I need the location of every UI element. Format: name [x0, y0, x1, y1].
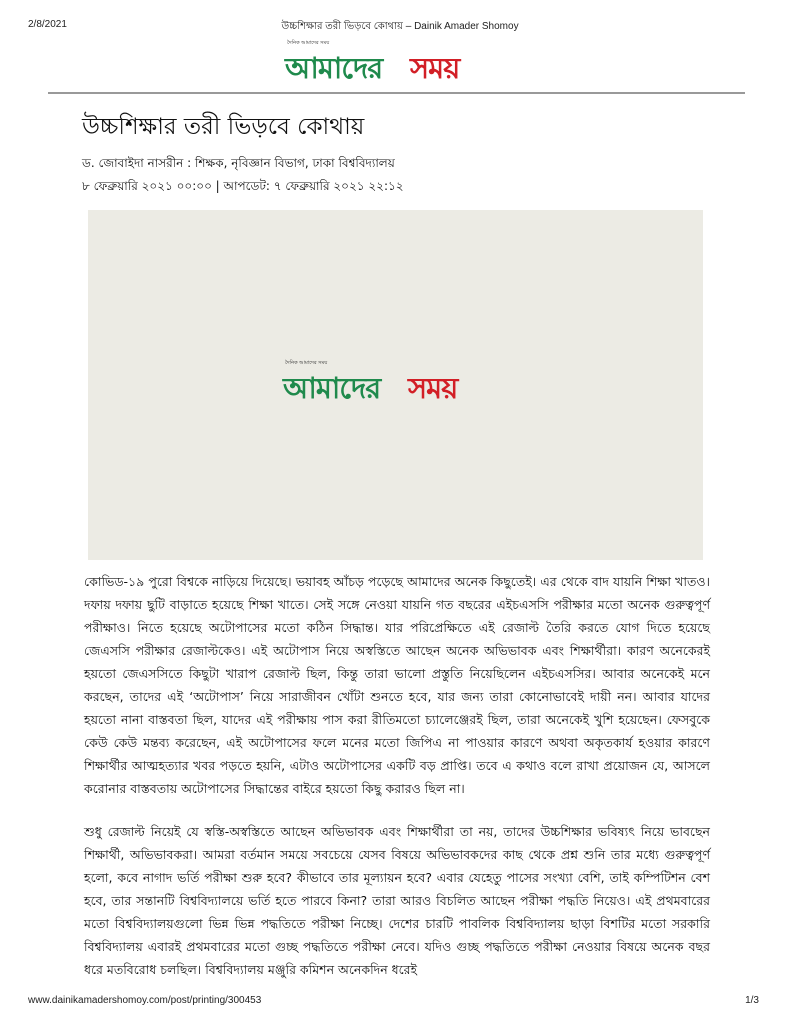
logo-part-green: আমাদের — [283, 371, 381, 405]
logo-tagline: দৈনিক আমাদের সময় — [287, 40, 330, 46]
article-dateline: ৮ ফেব্রুয়ারি ২০২১ ০০:০০ | আপডেট: ৭ ফেব্রুয়ারি ২০২১ ২২:১২ — [82, 179, 404, 193]
logo-tagline: দৈনিক আমাদের সময় — [285, 360, 328, 366]
print-url: www.dainikamadershomoy.com/post/printing/300453 — [28, 995, 262, 1006]
page-number: 1/3 — [745, 995, 759, 1006]
site-logo[interactable] — [285, 40, 510, 84]
article-title: উচ্চশিক্ষার তরী ভিড়বে কোথায় — [82, 114, 365, 140]
print-date: 2/8/2021 — [28, 19, 67, 30]
article-paragraph: শুধু রেজাল্ট নিয়েই যে স্বস্তি-অস্বস্তিতে আছেন অভিভাবক এবং শিক্ষার্থীরা তা নয়, তাদের উচ্চশিক্ষার ভবিষ্যৎ নিয়ে ভাবছেন শিক্ষার্থী, অভিভাবকরা। আমরা বর্তমান সময়ে সবচেয়ে যেসব বিষয়ে অভিভাবকদের কাছ থেকে প্রশ্ন শুনি তার মধ্যে গুরুত্বপূর্ণ হলো, কবে নাগাদ ভর্তি পরীক্ষা শুরু হবে? কীভাবে তার মূল্যায়ন হবে? এবার যেহেতু পাসের সংখ্যা বেশি, তাই কম্পিটিশন বেশ হবে, তার সন্তানটি বিশ্ববিদ্যালয়ে ভর্তি হতে পারবে কিনা? তারা আরও বিচলিত আছেন পরীক্ষা পদ্ধতি নিয়েও। এই প্রথমবারের মতো বিশ্ববিদ্যালয়গুলো ভিন্ন ভিন্ন পদ্ধতিতে পরীক্ষা নিচ্ছে। দেশের চারটি পাবলিক বিশ্ববিদ্যালয় ছাড়া বিশটির মতো সরকারি বিশ্ববিদ্যালয় এবারই প্রথমবারের মতো গুচ্ছ পদ্ধতিতে পরীক্ষা নেবে। যদিও গুচ্ছ পদ্ধতিতে পরীক্ষা নেওয়ার বিষয়ে অনেক বছর ধরে মতবিরোধ চলছিল। বিশ্ববিদ্যালয় মঞ্জুরি কমিশন অনেকদিন ধরেই — [84, 824, 710, 977]
print-page-title: উচ্চশিক্ষার তরী ভিড়বে কোথায় – Dainik Amader Shomoy — [281, 21, 519, 32]
article-paragraph: কোভিড-১৯ পুরো বিশ্বকে নাড়িয়ে দিয়েছে। ভয়াবহ আঁচড় পড়েছে আমাদের অনেক কিছুতেই। এর থেকে বাদ যায়নি শিক্ষা খাতও। দফায় দফায় ছুটি বাড়াতে হয়েছে শিক্ষা খাতে। সেই সঙ্গে নেওয়া যায়নি গত বছরের এইচএসসি পরীক্ষার মতো অনেক গুরুত্বপূর্ণ পরীক্ষাও। নিতে হয়েছে অটোপাসের মতো কঠিন সিদ্ধান্ত। যার পরিপ্রেক্ষিতে এই রেজাল্ট তৈরি করতে যোগ দিতে হয়েছে জেএসসি পরীক্ষার রেজাল্টকেও। এই অটোপাস নিয়ে অস্বস্তিতে আছেন অনেক অভিভাবক এবং শিক্ষার্থীরা। কারণ অনেকেরই হয়তো জেএসসিতে কিছুটা খারাপ রেজাল্ট ছিল, কিন্তু তারা ভালো প্রস্তুতি নিয়েছিলেন এইচএসসির। আবার অনেকেই মনে করছেন, তাদের এই ‘অটোপাস’ নিয়ে সারাজীবন খোঁটা শুনতে হবে, যার জন্য তারা কোনোভাবেই দায়ী নন। আবার যাদের হয়তো নানা বাস্তবতা ছিল, যাদের এই পরীক্ষায় পাস করা রীতিমতো চ্যালেঞ্জেরই ছিল, তারা অনেকেই খুশি হয়েছেন। ফেসবুকে কেউ কেউ মন্তব্য করেছেন, এই অটোপাসের ফলে মনের মতো জিপিএ না পাওয়ার কারণে অথবা অকৃতকার্য হওয়ার কারণে শিক্ষার্থীর আত্মহত্যার খবর পড়তে হয়নি, এটাও অটোপাসের একটি বড় প্রাপ্তি। তবে এ কথাও বলে রাখা প্রয়োজন যে, আসলে করোনার বাস্তবতায় অটোপাসের সিদ্ধান্তের বাইরে হয়তো কিছু করারও ছিল না। — [84, 574, 710, 796]
logo-part-red: সময় — [408, 371, 458, 405]
header-divider — [48, 92, 745, 94]
article-author: ড. জোবাইদা নাসরীন : শিক্ষক, নৃবিজ্ঞান বিভাগ, ঢাকা বিশ্ববিদ্যালয় — [82, 156, 395, 170]
placeholder-logo — [283, 360, 508, 404]
article-image-placeholder — [88, 210, 703, 560]
article-meta — [82, 152, 404, 198]
logo-part-green: আমাদের — [285, 51, 383, 85]
logo-part-red: সময় — [410, 51, 460, 85]
